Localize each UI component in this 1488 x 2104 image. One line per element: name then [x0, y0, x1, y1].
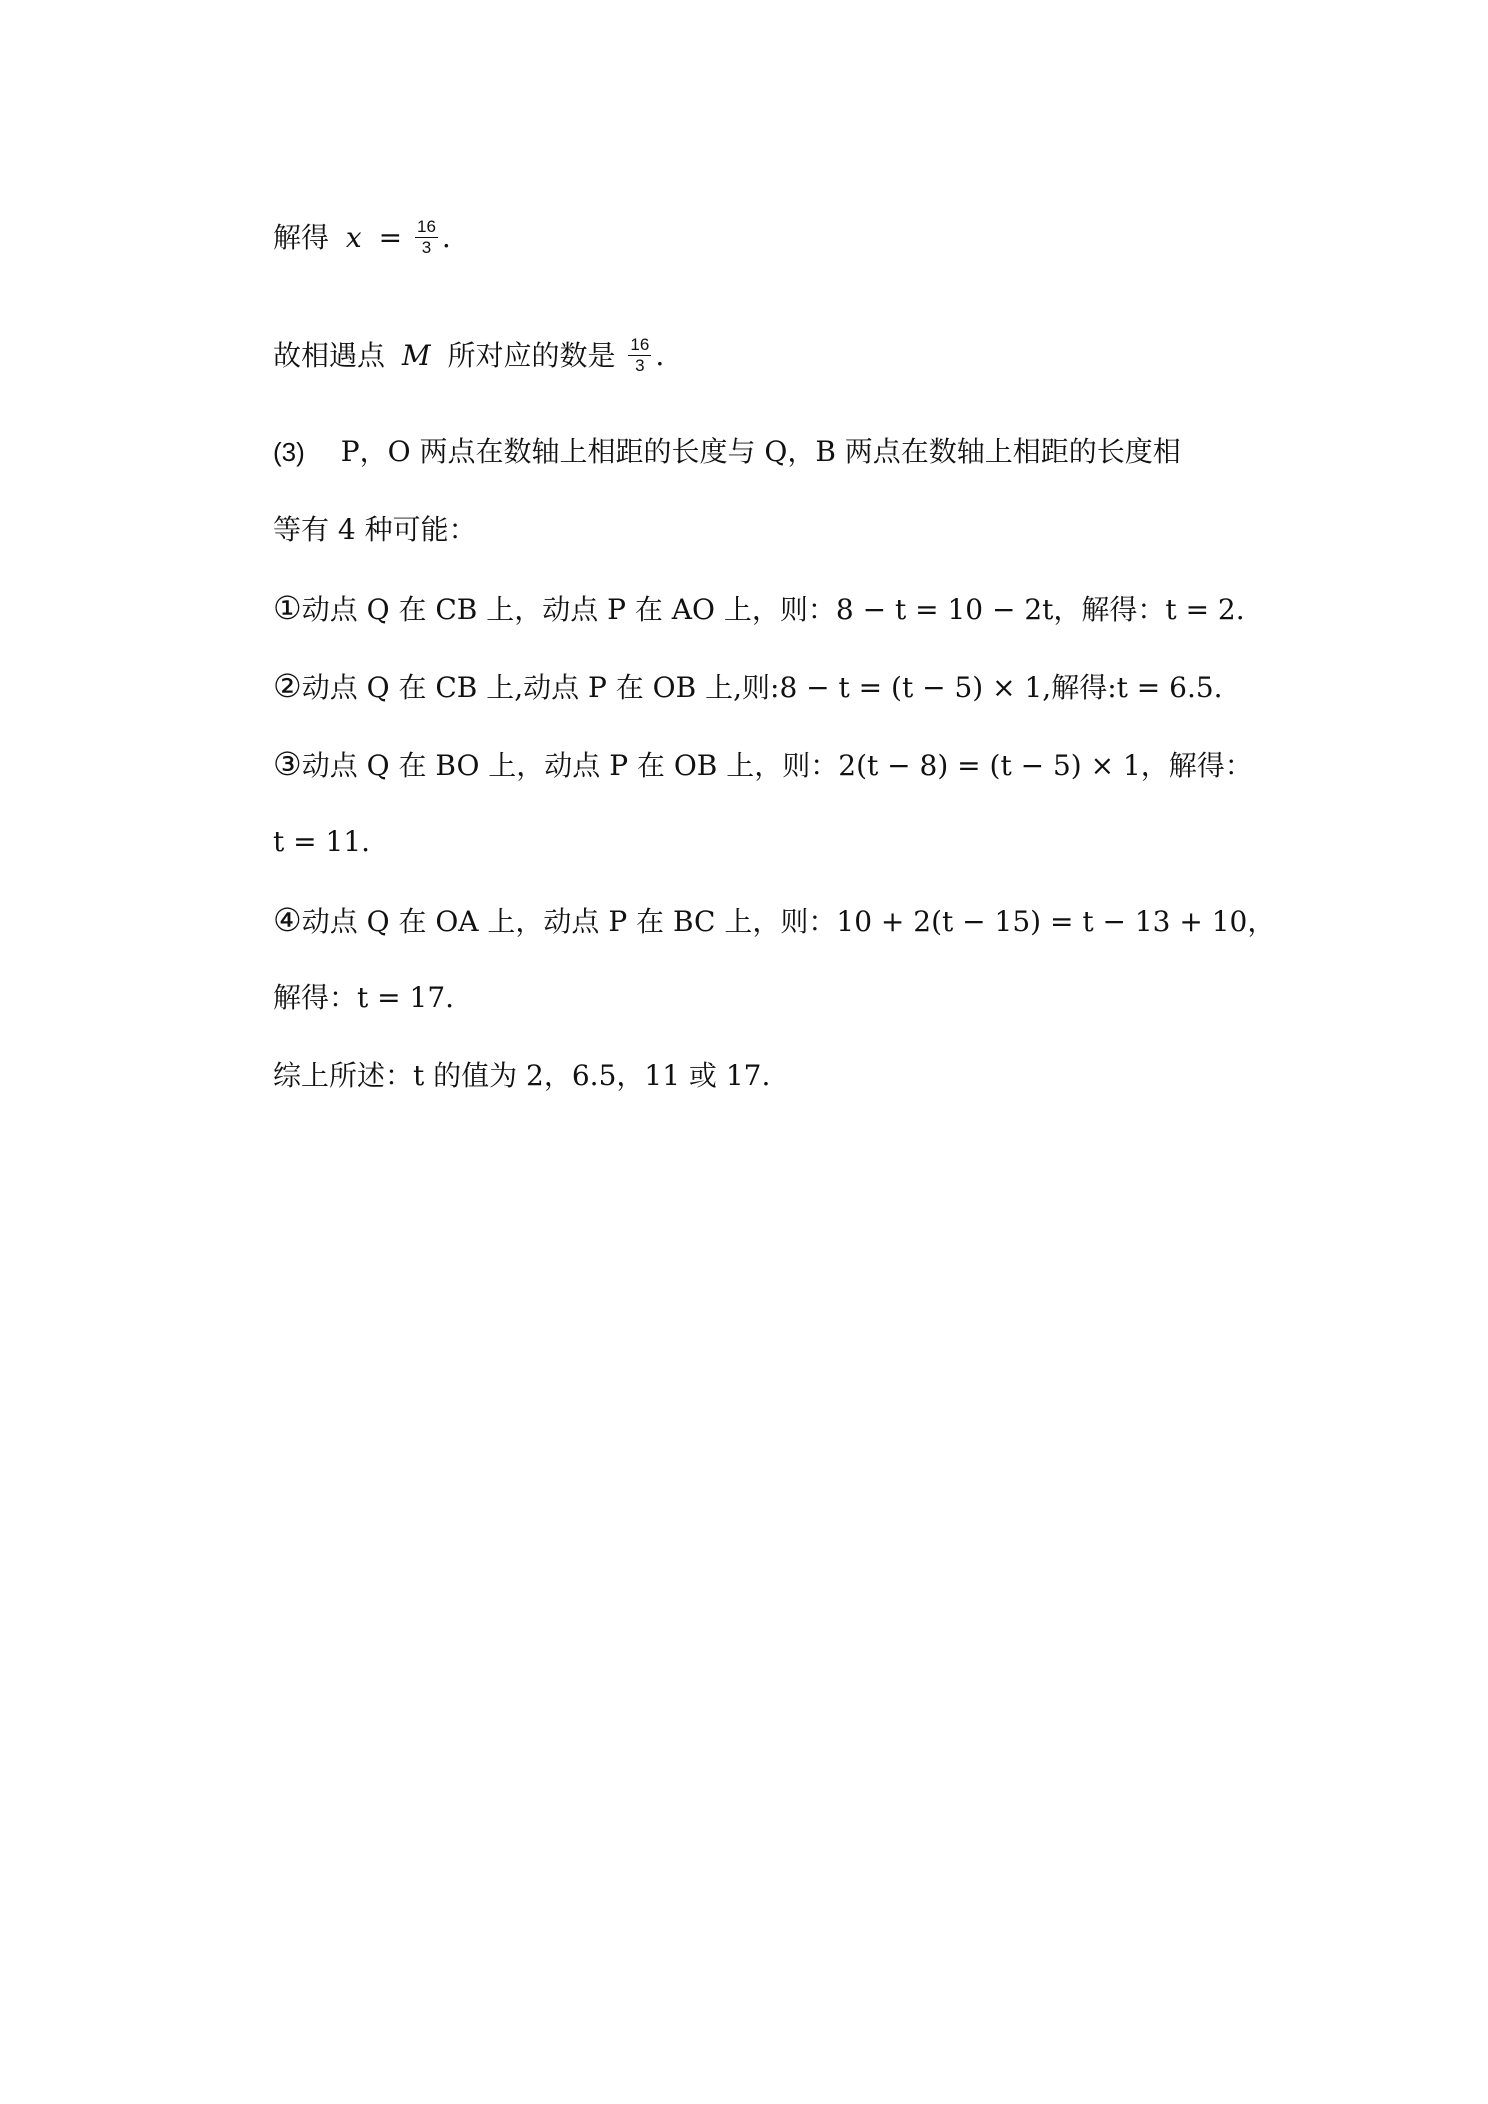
case-4-line [273, 900, 1276, 942]
line-text: 综上所述：t 的值为 2，6.5，11 或 17. [273, 1059, 771, 1092]
line-text: 故相遇点 [273, 339, 386, 372]
period: . [655, 339, 665, 372]
line-text: 所对应的数是 [447, 339, 616, 372]
fraction [628, 336, 651, 375]
meeting-point-line [273, 336, 1273, 377]
case-3-result [273, 822, 1273, 862]
line-text: 解得：t = 17. [273, 981, 455, 1014]
line-text: 等有 4 种可能： [273, 513, 477, 546]
case-2-line [273, 666, 1273, 708]
circled-three: ③ [273, 745, 302, 783]
line-text: 动点 Q 在 BO 上，动点 P 在 OB 上，则：2(t − 8) = (t − 5) × 1，解得： [301, 749, 1253, 782]
fraction [415, 218, 438, 257]
circled-four: ④ [273, 901, 302, 939]
fraction-numerator: 16 [630, 335, 650, 354]
period: . [441, 221, 451, 254]
math-variable: x [345, 221, 362, 254]
part-3-header [273, 432, 1273, 472]
case-1-line [273, 588, 1273, 630]
fraction-denominator: 3 [421, 238, 432, 257]
line-text: 动点 Q 在 CB 上，动点 P 在 AO 上，则：8 − t = 10 − 2t，解得：t = 2. [301, 593, 1245, 626]
line-text: 动点 Q 在 CB 上,动点 P 在 OB 上,则:8 − t = (t − 5) × 1,解得:t = 6.5. [301, 671, 1223, 704]
math-variable: M [401, 339, 431, 372]
equals-sign: = [369, 221, 411, 254]
solution-line-x [273, 218, 1273, 259]
circled-two: ② [273, 667, 302, 705]
circled-one: ① [273, 589, 302, 627]
line-text: 解得 [273, 221, 330, 254]
line-text: t = 11. [273, 825, 371, 858]
case-4-result [273, 978, 1273, 1018]
conclusion-line [273, 1056, 1273, 1096]
part-label: (3) [273, 437, 305, 467]
fraction-numerator: 16 [416, 217, 436, 236]
fraction-denominator: 3 [635, 356, 645, 375]
part-3-continued [273, 510, 1273, 550]
line-text: 动点 Q 在 OA 上，动点 P 在 BC 上，则：10 + 2(t − 15) = t − 13 + 10， [301, 905, 1276, 938]
line-text: P，O 两点在数轴上相距的长度与 Q，B 两点在数轴上相距的长度相 [340, 435, 1181, 468]
case-3-line [273, 744, 1273, 786]
